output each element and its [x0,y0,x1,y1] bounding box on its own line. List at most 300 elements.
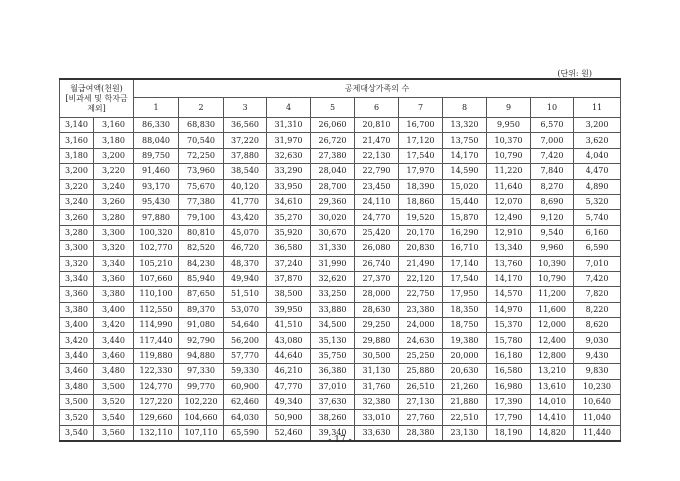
tax-amount-cell: 21,260 [443,379,487,394]
salary-to-cell: 3,540 [94,410,134,425]
tax-amount-cell: 25,420 [355,225,399,240]
tax-amount-cell: 9,430 [574,348,621,363]
tax-amount-cell: 9,960 [531,241,574,256]
tax-amount-cell: 9,120 [531,210,574,225]
withholding-tax-table [59,78,621,442]
tax-amount-cell: 6,570 [531,118,574,133]
tax-amount-cell: 10,370 [487,133,531,148]
tax-amount-cell: 12,800 [531,348,574,363]
tax-amount-cell: 127,220 [134,395,179,410]
tax-amount-cell: 20,830 [399,241,443,256]
salary-to-cell: 3,440 [94,333,134,348]
table-row [60,133,621,148]
family-count-7: 7 [399,98,443,118]
tax-amount-cell: 30,670 [311,225,355,240]
tax-amount-cell: 124,770 [134,379,179,394]
salary-to-cell: 3,500 [94,379,134,394]
tax-amount-cell: 33,290 [267,164,311,179]
tax-amount-cell: 4,040 [574,148,621,163]
table-row [60,302,621,317]
tax-amount-cell: 13,340 [487,241,531,256]
tax-amount-cell: 26,720 [311,133,355,148]
tax-amount-cell: 39,340 [311,425,355,441]
tax-amount-cell: 85,940 [179,271,224,286]
tax-amount-cell: 41,510 [267,318,311,333]
tax-amount-cell: 22,120 [399,271,443,286]
tax-amount-cell: 43,420 [224,210,267,225]
tax-amount-cell: 8,690 [531,194,574,209]
tax-amount-cell: 8,220 [574,302,621,317]
tax-amount-cell: 132,110 [134,425,179,441]
tax-amount-cell: 91,460 [134,164,179,179]
table-row [60,395,621,410]
tax-amount-cell: 21,490 [399,256,443,271]
salary-header-line-2: [비과세 및 학자금 [65,93,128,103]
tax-amount-cell: 36,380 [311,364,355,379]
tax-amount-cell: 104,660 [179,410,224,425]
salary-from-cell: 3,540 [60,425,94,441]
salary-to-cell: 3,420 [94,318,134,333]
tax-amount-cell: 28,700 [311,179,355,194]
tax-amount-cell: 16,580 [487,364,531,379]
tax-amount-cell: 10,640 [574,395,621,410]
tax-amount-cell: 11,640 [487,179,531,194]
tax-amount-cell: 60,900 [224,379,267,394]
salary-to-cell: 3,560 [94,425,134,441]
table-row [60,348,621,363]
salary-to-cell: 3,340 [94,256,134,271]
tax-amount-cell: 33,010 [355,410,399,425]
tax-amount-cell: 31,330 [311,241,355,256]
tax-amount-cell: 57,770 [224,348,267,363]
salary-from-cell: 3,180 [60,148,94,163]
tax-amount-cell: 94,880 [179,348,224,363]
tax-amount-cell: 7,420 [574,271,621,286]
table-row [60,164,621,179]
tax-amount-cell: 37,240 [267,256,311,271]
tax-amount-cell: 87,650 [179,287,224,302]
tax-amount-cell: 73,960 [179,164,224,179]
tax-amount-cell: 26,510 [399,379,443,394]
tax-amount-cell: 122,330 [134,364,179,379]
tax-amount-cell: 4,470 [574,164,621,179]
tax-amount-cell: 34,610 [267,194,311,209]
tax-amount-cell: 93,170 [134,179,179,194]
tax-amount-cell: 22,750 [399,287,443,302]
salary-to-cell: 3,400 [94,302,134,317]
tax-amount-cell: 8,620 [574,318,621,333]
tax-amount-cell: 59,330 [224,364,267,379]
table-row [60,256,621,271]
table-row [60,148,621,163]
tax-amount-cell: 75,670 [179,179,224,194]
tax-amount-cell: 23,130 [443,425,487,441]
tax-amount-cell: 62,460 [224,395,267,410]
tax-amount-cell: 37,870 [267,271,311,286]
tax-amount-cell: 27,130 [399,395,443,410]
tax-amount-cell: 32,630 [267,148,311,163]
tax-amount-cell: 33,250 [311,287,355,302]
family-count-10: 10 [531,98,574,118]
family-count-9: 9 [487,98,531,118]
table-row [60,333,621,348]
tax-amount-cell: 38,500 [267,287,311,302]
tax-amount-cell: 3,200 [574,118,621,133]
table-row [60,379,621,394]
tax-amount-cell: 16,290 [443,225,487,240]
tax-amount-cell: 20,170 [399,225,443,240]
salary-from-cell: 3,220 [60,179,94,194]
tax-amount-cell: 28,630 [355,302,399,317]
tax-amount-cell: 47,770 [267,379,311,394]
tax-amount-cell: 97,880 [134,210,179,225]
salary-from-cell: 3,420 [60,333,94,348]
tax-amount-cell: 82,520 [179,241,224,256]
tax-amount-cell: 29,880 [355,333,399,348]
tax-amount-cell: 17,140 [443,256,487,271]
salary-from-cell: 3,400 [60,318,94,333]
tax-amount-cell: 18,390 [399,179,443,194]
tax-amount-cell: 129,660 [134,410,179,425]
table-row [60,271,621,286]
tax-amount-cell: 27,370 [355,271,399,286]
tax-amount-cell: 56,200 [224,333,267,348]
tax-amount-cell: 17,540 [443,271,487,286]
tax-amount-cell: 37,220 [224,133,267,148]
tax-amount-cell: 65,590 [224,425,267,441]
tax-amount-cell: 15,370 [487,318,531,333]
table-row [60,318,621,333]
salary-from-cell: 3,260 [60,210,94,225]
tax-amount-cell: 18,860 [399,194,443,209]
salary-to-cell: 3,320 [94,241,134,256]
tax-amount-cell: 31,760 [355,379,399,394]
tax-amount-cell: 16,980 [487,379,531,394]
tax-amount-cell: 48,370 [224,256,267,271]
salary-header [60,79,134,118]
tax-amount-cell: 7,010 [574,256,621,271]
tax-amount-cell: 72,250 [179,148,224,163]
salary-to-cell: 3,240 [94,179,134,194]
family-count-6: 6 [355,98,399,118]
table-body [60,118,621,442]
table-row [60,225,621,240]
family-count-2: 2 [179,98,224,118]
tax-amount-cell: 24,630 [399,333,443,348]
tax-amount-cell: 102,770 [134,241,179,256]
tax-amount-cell: 18,190 [487,425,531,441]
tax-amount-cell: 29,360 [311,194,355,209]
tax-amount-cell: 20,000 [443,348,487,363]
salary-header-line-1: 월급여액(천원) [70,83,123,93]
tax-amount-cell: 8,270 [531,179,574,194]
family-count-8: 8 [443,98,487,118]
tax-amount-cell: 37,880 [224,148,267,163]
tax-amount-cell: 13,320 [443,118,487,133]
tax-amount-cell: 36,560 [224,118,267,133]
tax-amount-cell: 107,660 [134,271,179,286]
tax-amount-cell: 11,220 [487,164,531,179]
tax-amount-cell: 7,000 [531,133,574,148]
salary-to-cell: 3,360 [94,271,134,286]
family-count-4: 4 [267,98,311,118]
salary-from-cell: 3,320 [60,256,94,271]
tax-amount-cell: 33,880 [311,302,355,317]
salary-to-cell: 3,260 [94,194,134,209]
tax-amount-cell: 33,630 [355,425,399,441]
tax-amount-cell: 53,070 [224,302,267,317]
tax-amount-cell: 51,510 [224,287,267,302]
tax-amount-cell: 46,210 [267,364,311,379]
tax-amount-cell: 110,100 [134,287,179,302]
tax-amount-cell: 43,080 [267,333,311,348]
salary-from-cell: 3,280 [60,225,94,240]
tax-amount-cell: 6,160 [574,225,621,240]
tax-amount-cell: 30,020 [311,210,355,225]
tax-amount-cell: 17,950 [443,287,487,302]
tax-amount-cell: 37,010 [311,379,355,394]
salary-from-cell: 3,240 [60,194,94,209]
tax-amount-cell: 41,770 [224,194,267,209]
tax-amount-cell: 27,380 [311,148,355,163]
salary-to-cell: 3,480 [94,364,134,379]
tax-amount-cell: 89,370 [179,302,224,317]
tax-amount-cell: 17,120 [399,133,443,148]
salary-from-cell: 3,460 [60,364,94,379]
tax-amount-cell: 68,830 [179,118,224,133]
tax-amount-cell: 31,130 [355,364,399,379]
tax-amount-cell: 14,170 [487,271,531,286]
salary-to-cell: 3,460 [94,348,134,363]
tax-amount-cell: 49,940 [224,271,267,286]
tax-amount-cell: 24,110 [355,194,399,209]
tax-amount-cell: 91,080 [179,318,224,333]
salary-from-cell: 3,500 [60,395,94,410]
tax-amount-cell: 29,250 [355,318,399,333]
tax-amount-cell: 17,970 [399,164,443,179]
tax-amount-cell: 24,000 [399,318,443,333]
tax-amount-cell: 97,330 [179,364,224,379]
family-count-3: 3 [224,98,267,118]
tax-amount-cell: 31,970 [267,133,311,148]
tax-amount-cell: 112,550 [134,302,179,317]
tax-amount-cell: 4,890 [574,179,621,194]
tax-amount-cell: 102,220 [179,395,224,410]
tax-amount-cell: 12,070 [487,194,531,209]
tax-amount-cell: 19,380 [443,333,487,348]
tax-amount-cell: 28,000 [355,287,399,302]
family-count-row [60,98,621,118]
tax-amount-cell: 33,950 [267,179,311,194]
tax-amount-cell: 35,750 [311,348,355,363]
tax-amount-cell: 119,880 [134,348,179,363]
table-row [60,241,621,256]
tax-amount-cell: 26,060 [311,118,355,133]
tax-amount-cell: 27,760 [399,410,443,425]
family-count-1: 1 [134,98,179,118]
tax-amount-cell: 46,720 [224,241,267,256]
tax-amount-cell: 64,030 [224,410,267,425]
tax-amount-cell: 6,590 [574,241,621,256]
tax-amount-cell: 19,520 [399,210,443,225]
tax-amount-cell: 40,120 [224,179,267,194]
tax-amount-cell: 38,260 [311,410,355,425]
tax-amount-cell: 107,110 [179,425,224,441]
tax-amount-cell: 14,170 [443,148,487,163]
salary-to-cell: 3,180 [94,133,134,148]
tax-amount-cell: 24,770 [355,210,399,225]
tax-amount-cell: 23,450 [355,179,399,194]
tax-amount-cell: 9,830 [574,364,621,379]
tax-amount-cell: 22,130 [355,148,399,163]
salary-from-cell: 3,360 [60,287,94,302]
table-row [60,364,621,379]
tax-amount-cell: 36,580 [267,241,311,256]
tax-amount-cell: 89,750 [134,148,179,163]
family-count-5: 5 [311,98,355,118]
tax-amount-cell: 10,390 [531,256,574,271]
tax-amount-cell: 86,330 [134,118,179,133]
unit-label: (단위: 원) [557,69,592,78]
salary-from-cell: 3,200 [60,164,94,179]
salary-to-cell: 3,220 [94,164,134,179]
tax-amount-cell: 13,610 [531,379,574,394]
tax-amount-cell: 35,130 [311,333,355,348]
table-row [60,118,621,133]
tax-amount-cell: 95,430 [134,194,179,209]
tax-amount-cell: 14,010 [531,395,574,410]
tax-amount-cell: 30,500 [355,348,399,363]
tax-amount-cell: 5,740 [574,210,621,225]
tax-amount-cell: 52,460 [267,425,311,441]
tax-amount-cell: 17,540 [399,148,443,163]
tax-amount-cell: 22,790 [355,164,399,179]
salary-to-cell: 3,380 [94,287,134,302]
table-row [60,287,621,302]
tax-amount-cell: 14,970 [487,302,531,317]
tax-amount-cell: 10,790 [531,271,574,286]
tax-amount-cell: 7,820 [574,287,621,302]
salary-to-cell: 3,520 [94,395,134,410]
table-row [60,179,621,194]
tax-amount-cell: 25,880 [399,364,443,379]
tax-amount-cell: 84,230 [179,256,224,271]
salary-from-cell: 3,160 [60,133,94,148]
tax-amount-cell: 10,790 [487,148,531,163]
tax-amount-cell: 21,880 [443,395,487,410]
tax-amount-cell: 11,600 [531,302,574,317]
salary-from-cell: 3,340 [60,271,94,286]
tax-amount-cell: 9,540 [531,225,574,240]
salary-from-cell: 3,380 [60,302,94,317]
table-row [60,194,621,209]
tax-amount-cell: 15,020 [443,179,487,194]
tax-amount-cell: 37,630 [311,395,355,410]
tax-amount-cell: 77,380 [179,194,224,209]
tax-amount-cell: 80,810 [179,225,224,240]
tax-amount-cell: 45,070 [224,225,267,240]
tax-amount-cell: 14,570 [487,287,531,302]
tax-amount-cell: 32,380 [355,395,399,410]
salary-from-cell: 3,520 [60,410,94,425]
tax-amount-cell: 79,100 [179,210,224,225]
salary-to-cell: 3,300 [94,225,134,240]
tax-amount-cell: 10,230 [574,379,621,394]
salary-from-cell: 3,440 [60,348,94,363]
tax-amount-cell: 18,350 [443,302,487,317]
tax-amount-cell: 14,590 [443,164,487,179]
tax-amount-cell: 50,900 [267,410,311,425]
tax-amount-cell: 28,040 [311,164,355,179]
family-count-header: 공제대상가족의 수 [134,79,621,98]
tax-amount-cell: 39,950 [267,302,311,317]
tax-amount-cell: 38,540 [224,164,267,179]
tax-amount-cell: 99,770 [179,379,224,394]
tax-amount-cell: 11,440 [574,425,621,441]
tax-amount-cell: 12,400 [531,333,574,348]
tax-amount-cell: 11,200 [531,287,574,302]
tax-amount-cell: 7,420 [531,148,574,163]
tax-amount-cell: 13,210 [531,364,574,379]
tax-amount-cell: 105,210 [134,256,179,271]
tax-amount-cell: 44,640 [267,348,311,363]
tax-amount-cell: 14,410 [531,410,574,425]
tax-amount-cell: 54,640 [224,318,267,333]
tax-amount-cell: 35,920 [267,225,311,240]
tax-amount-cell: 17,390 [487,395,531,410]
salary-from-cell: 3,300 [60,241,94,256]
tax-amount-cell: 14,820 [531,425,574,441]
tax-amount-cell: 28,380 [399,425,443,441]
tax-amount-cell: 31,310 [267,118,311,133]
tax-amount-cell: 35,270 [267,210,311,225]
tax-amount-cell: 13,750 [443,133,487,148]
tax-amount-cell: 20,630 [443,364,487,379]
tax-amount-cell: 114,990 [134,318,179,333]
family-count-11: 11 [574,98,621,118]
tax-amount-cell: 117,440 [134,333,179,348]
tax-amount-cell: 92,790 [179,333,224,348]
tax-amount-cell: 5,320 [574,194,621,209]
tax-amount-cell: 17,790 [487,410,531,425]
tax-amount-cell: 23,380 [399,302,443,317]
salary-to-cell: 3,160 [94,118,134,133]
tax-amount-cell: 12,910 [487,225,531,240]
salary-to-cell: 3,200 [94,148,134,163]
table-row [60,210,621,225]
tax-amount-cell: 49,340 [267,395,311,410]
page-number: - 17 - [328,435,352,445]
tax-amount-cell: 15,780 [487,333,531,348]
tax-amount-cell: 18,750 [443,318,487,333]
tax-amount-cell: 31,990 [311,256,355,271]
salary-header-line-3: 제외] [87,103,106,113]
salary-from-cell: 3,140 [60,118,94,133]
tax-amount-cell: 26,740 [355,256,399,271]
tax-amount-cell: 15,440 [443,194,487,209]
tax-amount-cell: 9,030 [574,333,621,348]
tax-amount-cell: 13,760 [487,256,531,271]
tax-amount-cell: 12,490 [487,210,531,225]
tax-amount-cell: 70,540 [179,133,224,148]
tax-amount-cell: 15,870 [443,210,487,225]
tax-amount-cell: 25,250 [399,348,443,363]
tax-amount-cell: 7,840 [531,164,574,179]
tax-amount-cell: 26,080 [355,241,399,256]
tax-amount-cell: 20,810 [355,118,399,133]
tax-amount-cell: 9,950 [487,118,531,133]
tax-amount-cell: 22,510 [443,410,487,425]
